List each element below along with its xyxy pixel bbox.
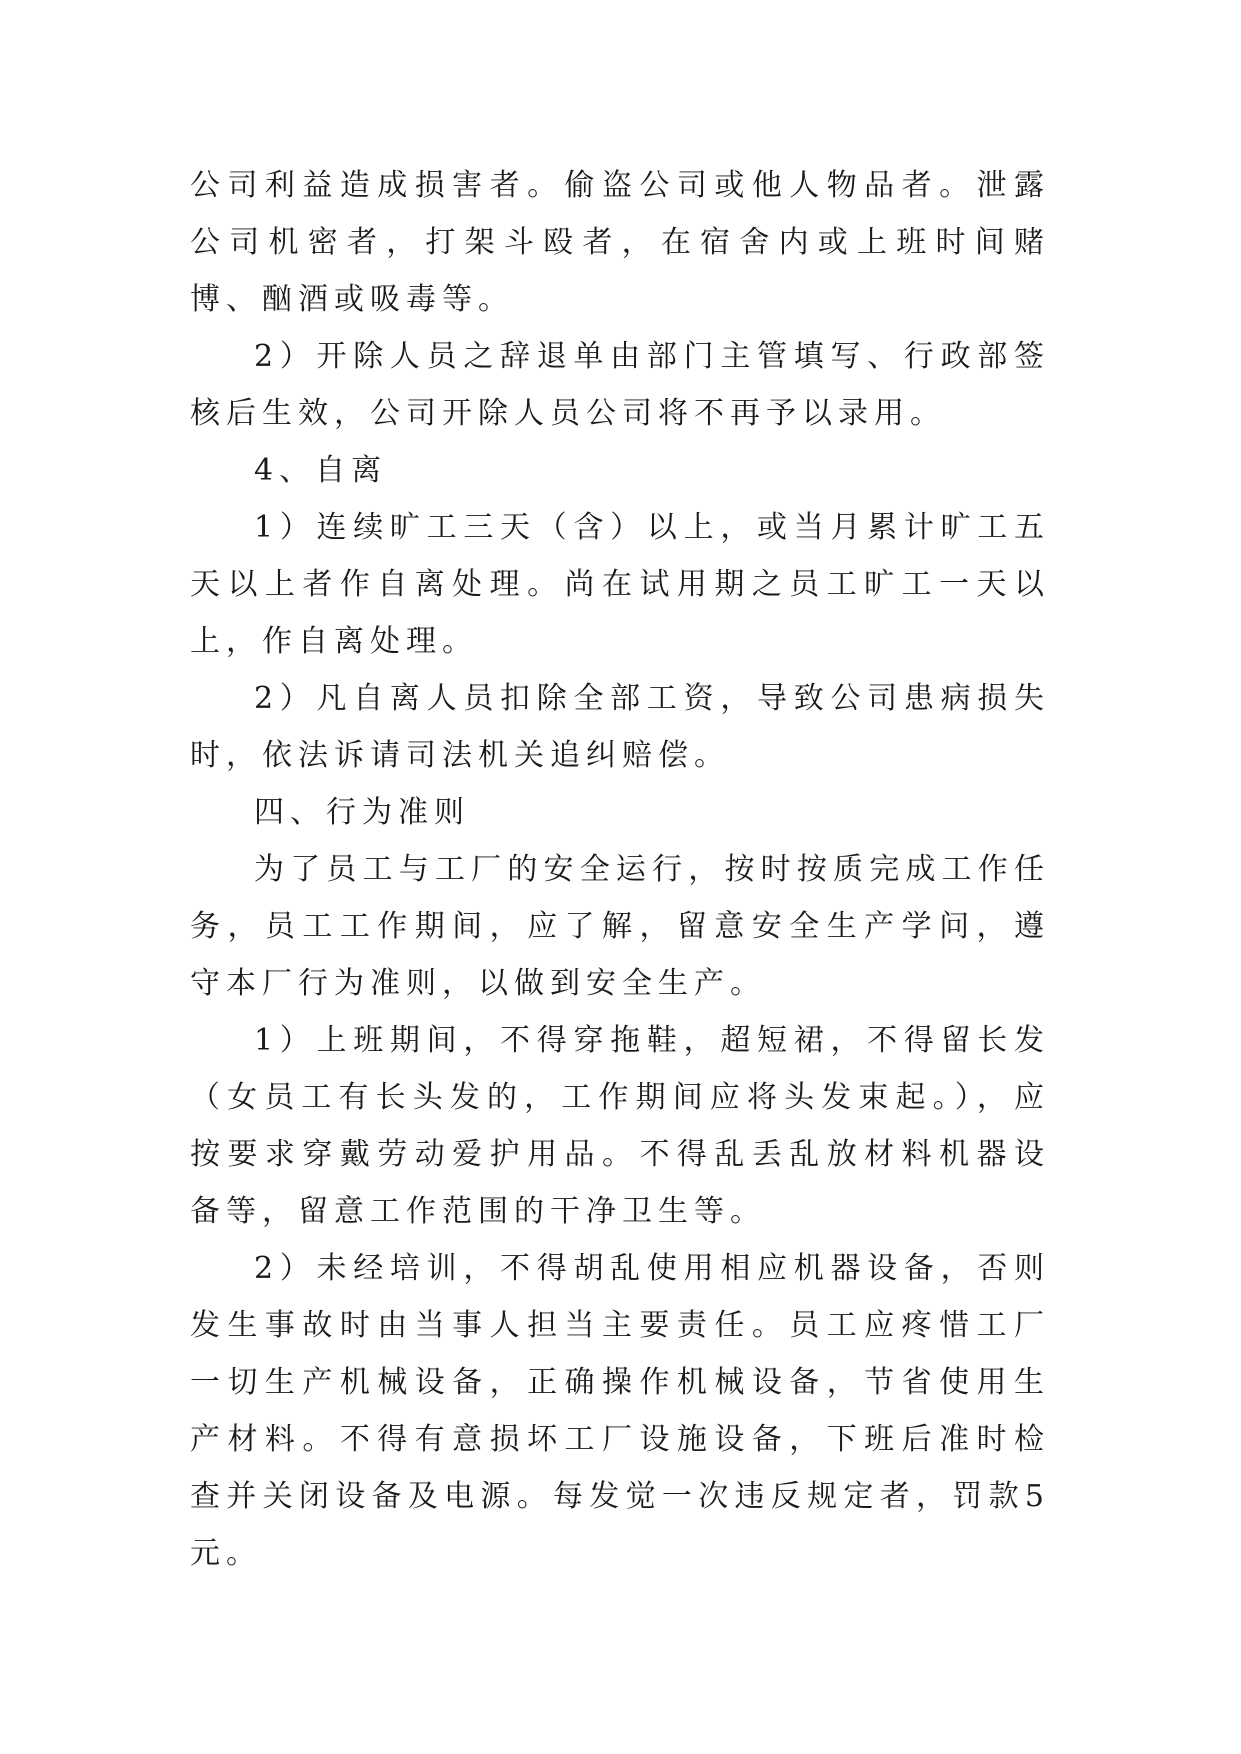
paragraph-dismissal-procedure: 2）开除人员之辞退单由部门主管填写、行政部签核后生效，公司开除人员公司将不再予以录用。 [190, 339, 1050, 431]
paragraph-absence-rule: 1）连续旷工三天（含）以上，或当月累计旷工五天以上者作自离处理。尚在试用期之员工旷工一天以上，作自离处理。 [190, 510, 1050, 659]
section-heading-code-of-conduct: 四、行为准则 [254, 795, 470, 830]
paragraph-conduct-intro: 为了员工与工厂的安全运行，按时按质完成工作任务，员工工作期间，应了解，留意安全生产学问，遵守本厂行为准则，以做到安全生产。 [190, 852, 1050, 1001]
document-body [190, 157, 1050, 1582]
paragraph-dress-code: 1）上班期间，不得穿拖鞋，超短裙，不得留长发（女员工有长头发的，工作期间应将头发束起。），应按要求穿戴劳动爱护用品。不得乱丢乱放材料机器设备等，留意工作范围的干净卫生等。 [190, 1023, 1050, 1229]
paragraph-equipment-rules: 2）未经培训，不得胡乱使用相应机器设备，否则发生事故时由当事人担当主要责任。员工应疼惜工厂一切生产机械设备，正确操作机械设备，节省使用生产材料。不得有意损坏工厂设施设备，下班后准时检查并关闭设备及电源。每发觉一次违反规定者，罚款5元。 [190, 1251, 1050, 1571]
paragraph-continuation: 公司利益造成损害者。偷盗公司或他人物品者。泄露公司机密者，打架斗殴者，在宿舍内或上班时间赌博、酗酒或吸毒等。 [190, 168, 1050, 317]
paragraph-wage-deduction: 2）凡自离人员扣除全部工资，导致公司患病损失时，依法诉请司法机关追纠赔偿。 [190, 681, 1050, 773]
section-heading-self-departure: 4、自离 [254, 453, 388, 488]
